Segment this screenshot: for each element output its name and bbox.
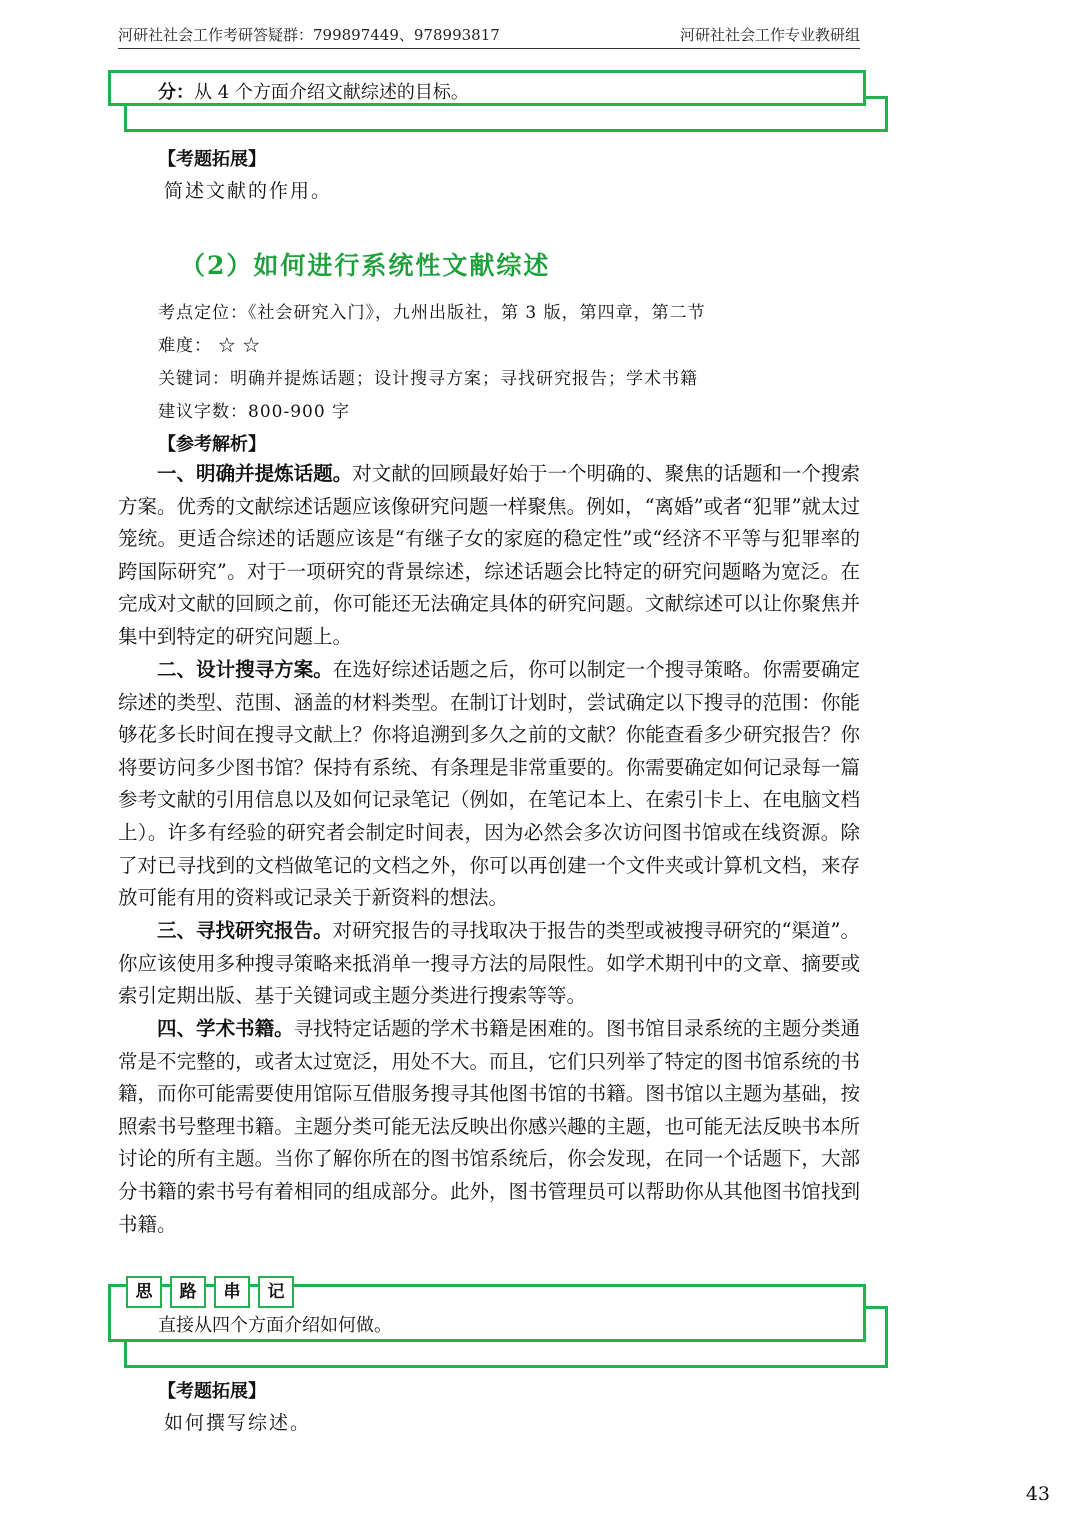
- paragraph-3-body: 对研究报告的寻找取决于报告的类型或被搜寻研究的“渠道”。你应该使用多种搜寻策略来抵消单一搜寻方法的局限性。如学术期刊中的文章、摘要或索引定期出版、基于关键词或主题分类进行搜索等等。: [118, 919, 860, 1008]
- meta-location: 考点定位：《社会研究入门》，九州出版社，第 3 版，第四章，第二节: [158, 303, 706, 323]
- paragraph-1: [118, 458, 860, 654]
- tag-ji: 记: [258, 1276, 294, 1308]
- paragraph-1-body: 对文献的回顾最好始于一个明确的、聚焦的话题和一个搜索方案。优秀的文献综述话题应该像研究问题一样聚焦。例如，“离婚”或者“犯罪”就太过笼统。更适合综述的话题应该是“有继子女的家庭的稳定性”或“经济不平等与犯罪率的跨国际研究”。对于一项研究的背景综述，综述话题会比特定的研究问题略为宽泛。在完成对文献的回顾之前，你可能还无法确定具体的研究问题。文献综述可以让你聚焦并集中到特定的研究问题上。: [118, 462, 860, 648]
- page-number: 43: [1025, 1483, 1050, 1505]
- paragraph-2-lead: 二、设计搜寻方案。: [157, 658, 333, 681]
- paragraph-4-body: 寻找特定话题的学术书籍是困难的。图书馆目录系统的主题分类通常是不完整的，或者太过宽泛，用处不大。而且，它们只列举了特定的图书馆系统的书籍，而你可能需要使用馆际互借服务搜寻其他图书馆的书籍。图书馆以主题为基础，按照索书号整理书籍。主题分类可能无法反映出你感兴趣的主题，也可能无法反映书本所讨论的所有主题。当你了解你所在的图书馆系统后，你会发现，在同一个话题下，大部分书籍的索书号有着相同的组成部分。此外，图书管理员可以帮助你从其他图书馆找到书籍。: [118, 1017, 860, 1236]
- paragraph-3: [118, 915, 860, 1013]
- paragraph-4-lead: 四、学术书籍。: [157, 1017, 294, 1040]
- header-right-text: 河研社社会工作专业教研组: [679, 26, 860, 44]
- paragraph-1-lead: 一、明确并提炼话题。: [157, 462, 353, 485]
- summary-box-2-text: 直接从四个方面介绍如何做。: [158, 1315, 392, 1336]
- expand-2-question: 如何撰写综述。: [164, 1412, 312, 1434]
- difficulty-label: 难度：: [158, 336, 212, 356]
- tag-si: 思: [126, 1276, 162, 1308]
- meta-keywords: 关键词：明确并提炼话题；设计搜寻方案；寻找研究报告；学术书籍: [158, 369, 698, 389]
- expand-2-heading: 【考题拓展】: [158, 1381, 266, 1402]
- expand-1-heading: 【考题拓展】: [158, 149, 266, 170]
- meta-word-count: 建议字数：800-900 字: [158, 402, 351, 422]
- meta-difficulty: [158, 331, 261, 356]
- expand-1-question: 简述文献的作用。: [164, 180, 333, 202]
- summary-box-1-content: [158, 78, 469, 104]
- summary-box-1-text: 从 4 个方面介绍文献综述的目标。: [194, 82, 469, 103]
- page-header: [118, 22, 860, 49]
- analysis-heading: 【参考解析】: [158, 434, 266, 455]
- paragraph-3-lead: 三、寻找研究报告。: [157, 919, 333, 942]
- header-left-text: 河研社社会工作考研答疑群：799897449、978993817: [118, 26, 500, 44]
- section-title: （2）如何进行系统性文献综述: [180, 251, 551, 280]
- tag-lu: 路: [170, 1276, 206, 1308]
- summary-box-1-label: 分：: [158, 82, 194, 103]
- tag-chuan: 串: [214, 1276, 250, 1308]
- paragraph-2: [118, 654, 860, 915]
- difficulty-stars: ☆ ☆: [218, 336, 261, 356]
- paragraph-2-body: 在选好综述话题之后，你可以制定一个搜寻策略。你需要确定综述的类型、范围、涵盖的材料类型。在制订计划时，尝试确定以下搜寻的范围：你能够花多长时间在搜寻文献上？你将追溯到多久之前的文献？你能查看多少研究报告？你将要访问多少图书馆？保持有系统、有条理是非常重要的。你需要确定如何记录每一篇参考文献的引用信息以及如何记录笔记（例如，在笔记本上、在索引卡上、在电脑文档上）。许多有经验的研究者会制定时间表，因为必然会多次访问图书馆或在线资源。除了对已寻找到的文档做笔记的文档之外，你可以再创建一个文件夹或计算机文档，来存放可能有用的资料或记录关于新资料的想法。: [118, 658, 860, 910]
- paragraph-4: [118, 1013, 860, 1241]
